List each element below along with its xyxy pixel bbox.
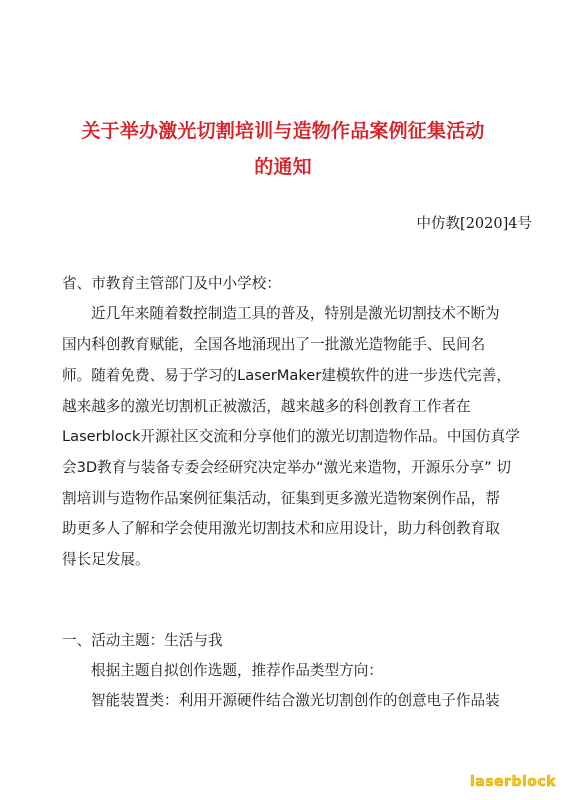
paragraph-line: 得长足发展。: [62, 551, 150, 568]
document-title-line-2: 的通知: [254, 156, 312, 178]
section-1-heading: 一、活动主题：生活与我: [62, 632, 223, 649]
paragraph-line: 国内科创教育赋能，全国各地涌现出了一批激光造物能手、民间名: [62, 336, 486, 353]
paragraph-line: Laserblock开源社区交流和分享他们的激光切割造物作品。中国仿真学: [62, 428, 520, 445]
document-title-line-1: 关于举办激光切割培训与造物作品案例征集活动: [81, 120, 485, 142]
paragraph-line: 助更多人了解和学会使用激光切割技术和应用设计，助力科创教育取: [62, 520, 500, 537]
paragraph-line: 师。随着免费、易于学习的LaserMaker建模软件的进一步迭代完善，: [62, 367, 511, 384]
laserblock-watermark-logo: laserblock: [469, 774, 556, 790]
section-1-line: 根据主题自拟创作选题，推荐作品类型方向：: [91, 662, 383, 679]
paragraph-line: 会3D教育与装备专委会经研究决定举办“激光来造物，开源乐分享” 切: [62, 459, 511, 476]
paragraph-line: 割培训与造物作品案例征集活动，征集到更多激光造物案例作品，帮: [62, 490, 500, 507]
section-1-line: 智能装置类：利用开源硬件结合激光切割创作的创意电子作品装: [91, 692, 500, 709]
paragraph-line: 近几年来随着数控制造工具的普及，特别是激光切割技术不断为: [91, 305, 500, 322]
paragraph-line: 越来越多的激光切割机正被激活，越来越多的科创教育工作者在: [62, 398, 471, 415]
salutation: 省、市教育主管部门及中小学校：: [62, 275, 281, 292]
document-number: 中仿教[2020]4号: [416, 216, 532, 232]
